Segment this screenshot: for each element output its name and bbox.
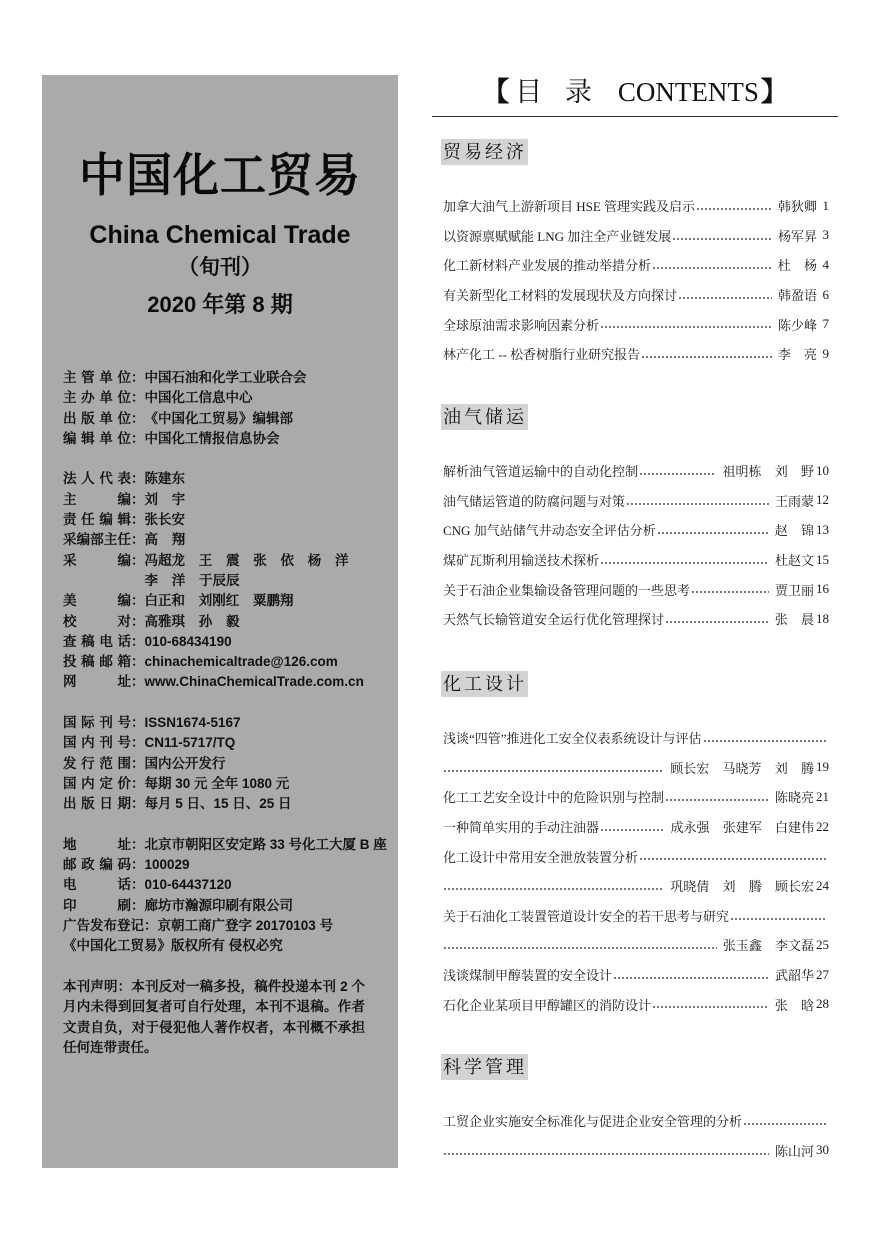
masthead-value: ISSN1674-5167 [144, 715, 241, 731]
masthead-value: 冯超龙 王 震 张 依 杨 洋 [144, 552, 349, 568]
label-colon: ： [131, 613, 145, 629]
entry-page: 22 [816, 818, 829, 834]
entry-title: 工贸企业实施安全标准化与促进企业安全管理的分析 [443, 1114, 743, 1130]
masthead-line [63, 409, 385, 429]
toc-section-science-management [443, 1054, 829, 1165]
masthead-line [63, 469, 385, 489]
masthead-staff [63, 469, 385, 692]
entry-title: 浅谈“四管”推进化工安全仪表系统设计与评估 [443, 731, 702, 747]
entry-page: 12 [816, 492, 829, 508]
masthead-value: 陈建东 [144, 471, 185, 487]
entry-title: 关于石油化工装置管道设计安全的若干思考与研究 [443, 908, 730, 924]
entry-authors: 杜赵文 [774, 553, 814, 569]
dot-leader [600, 309, 772, 339]
contents-header [432, 75, 838, 109]
masthead-line [63, 591, 385, 611]
toc-entry [443, 841, 829, 900]
entry-line [443, 930, 829, 960]
toc-entry [443, 309, 829, 339]
masthead-value: 中国石油和化学工业联合会 [144, 370, 307, 385]
dot-leader [672, 221, 772, 251]
masthead-value: chinachemicaltrade@126.com [144, 654, 338, 670]
label-colon: ： [131, 654, 145, 670]
label-colon: ： [131, 857, 145, 873]
ad-registration-value: 京朝工商广登字 20170103 号 [157, 918, 334, 934]
label-colon: ： [131, 755, 145, 771]
label-colon: ： [131, 735, 145, 751]
entry-list [443, 456, 829, 634]
masthead-label: 编 辑 单 位 [63, 430, 131, 446]
entry-authors: 武韶华 [774, 968, 814, 984]
masthead-value: 010-68434190 [144, 633, 232, 649]
entry-authors: 贾卫丽 [774, 582, 814, 598]
contents-title-cn: 目 录 [515, 77, 592, 107]
toc-entry [443, 604, 829, 634]
entry-page: 19 [816, 759, 829, 775]
masthead-line [63, 794, 385, 814]
entry-page: 9 [822, 345, 829, 361]
entry-page: 6 [822, 286, 829, 302]
masthead-line [63, 875, 385, 895]
masthead-line [63, 530, 385, 550]
entry-line [443, 841, 829, 871]
label-colon: ： [131, 471, 145, 487]
label-colon: ： [131, 796, 145, 812]
entry-authors: 祖明栋 刘 野 [722, 464, 814, 480]
entry-title: 化工设计中常用安全泄放装置分析 [443, 849, 639, 865]
masthead-line [63, 551, 385, 571]
section-heading: 科学管理 [441, 1054, 528, 1080]
entry-authors: 杜 杨 [777, 258, 817, 274]
dot-leader [600, 812, 664, 842]
toc-entry [443, 250, 829, 280]
entry-title: 关于石油企业集输设备管理问题的一些思考 [443, 582, 691, 598]
dot-leader [730, 901, 827, 931]
journal-statement: 本刊声明：本刊反对一稿多投，稿件投递本刊 2 个月内未得到回复者可自行处理，本刊不退稿。作者文责自负，对于侵犯他人著作权者，本刊概不承担任何连带责任。 [63, 978, 365, 1055]
section-heading: 化工设计 [441, 671, 528, 697]
entry-title: 加拿大油气上游新项目 HSE 管理实践及启示 [443, 199, 696, 215]
entry-page: 1 [822, 197, 829, 213]
label-colon: ： [131, 836, 145, 852]
entry-title: 化工新材料产业发展的推动举措分析 [443, 258, 652, 274]
entry-title: CNG 加气站储气井动态安全评估分析 [443, 523, 656, 539]
copyright-line: 《中国化工贸易》版权所有 侵权必究 [63, 938, 283, 954]
masthead-line [63, 652, 385, 672]
masthead-label: 责 任 编 辑 [63, 512, 131, 528]
masthead-line [63, 916, 385, 936]
masthead-line [63, 733, 385, 753]
masthead-line [63, 612, 385, 632]
label-colon: ： [131, 390, 145, 406]
dot-leader [703, 723, 827, 753]
toc-entry [443, 574, 829, 604]
toc-entry [443, 515, 829, 545]
masthead-value: 《中国化工贸易》编辑部 [144, 410, 293, 426]
label-colon: ： [131, 593, 145, 609]
entry-page: 13 [816, 521, 829, 537]
masthead-value: 张长安 [144, 512, 185, 528]
toc-entry [443, 960, 829, 990]
entry-authors: 赵 锦 [774, 523, 814, 539]
masthead-value: 国内公开发行 [144, 755, 226, 771]
dot-leader [652, 250, 772, 280]
entry-title: 一种简单实用的手动注油器 [443, 820, 600, 836]
masthead-value: 李 洋 于辰辰 [144, 572, 240, 588]
masthead-label: 印 刷 [63, 897, 131, 913]
journal-title-cn: 中国化工贸易 [79, 148, 361, 202]
masthead-value: 中国化工情报信息协会 [144, 430, 280, 446]
entry-page: 4 [822, 256, 829, 272]
masthead-label: 邮 政 编 码 [63, 857, 131, 873]
masthead-info [63, 368, 385, 1058]
toc-entry [443, 723, 829, 782]
entry-authors: 陈山河 [774, 1143, 814, 1159]
toc-entry [443, 545, 829, 575]
masthead-label: 校 对 [63, 613, 131, 629]
masthead-line [63, 388, 385, 408]
masthead-label: 主 办 单 位 [63, 390, 131, 406]
bracket-close: 】 [760, 77, 788, 107]
toc-entry [443, 456, 829, 486]
entry-page: 30 [816, 1142, 829, 1158]
masthead-line [63, 713, 385, 733]
masthead-value: 白正和 刘刚红 粟鹏翔 [144, 593, 294, 609]
masthead-label: 发 行 范 围 [63, 755, 131, 771]
dot-leader [639, 841, 827, 871]
dot-leader [657, 515, 769, 545]
masthead-value: 刘 宇 [144, 491, 186, 507]
entry-page: 28 [816, 996, 829, 1012]
label-colon: ： [131, 430, 145, 446]
masthead-value: 100029 [144, 857, 190, 873]
entry-line [443, 753, 829, 783]
entry-line [443, 723, 829, 753]
masthead-value: 北京市朝阳区安定路 33 号化工大厦 B 座 [144, 836, 387, 852]
header-divider [432, 116, 838, 117]
entry-page: 16 [816, 581, 829, 597]
masthead-line [63, 510, 385, 530]
entry-authors: 张 晨 [774, 612, 814, 628]
entry-title: 化工工艺安全设计中的危险识别与控制 [443, 790, 665, 806]
section-heading: 油气储运 [441, 404, 528, 430]
label-colon: ： [131, 532, 145, 548]
entry-title: 全球原油需求影响因素分析 [443, 317, 600, 333]
masthead-label: 采编部主任 [63, 532, 131, 548]
dot-leader [443, 930, 717, 960]
masthead-label: 投 稿 邮 箱 [63, 654, 131, 670]
entry-list [443, 723, 829, 1019]
masthead-publication [63, 713, 385, 814]
entry-title: 林产化工 -- 松香树脂行业研究报告 [443, 347, 641, 363]
masthead-line [63, 855, 385, 875]
dot-leader [613, 960, 769, 990]
dot-leader [639, 456, 716, 486]
toc-entry [443, 280, 829, 310]
contents-title-en: CONTENTS [617, 77, 759, 107]
issue-number: 2020 年第 8 期 [147, 292, 293, 317]
masthead-line [63, 896, 385, 916]
entry-list [443, 1106, 829, 1165]
masthead-label: 地 址 [63, 836, 131, 852]
dot-leader [696, 191, 772, 221]
entry-authors: 杨军昇 [777, 228, 817, 244]
toc-entry [443, 812, 829, 842]
masthead-line [63, 754, 385, 774]
dot-leader [691, 574, 769, 604]
entry-line [443, 1136, 829, 1166]
entry-page: 24 [816, 877, 829, 893]
masthead-label: 国 内 定 价 [63, 775, 131, 791]
masthead-value: 每月 5 日、15 日、25 日 [144, 796, 292, 812]
entry-title: 天然气长输管道安全运行优化管理探讨 [443, 612, 665, 628]
masthead-label: 主 编 [63, 491, 131, 507]
entry-title: 煤矿瓦斯利用输送技术探析 [443, 553, 600, 569]
masthead-panel [42, 75, 398, 1168]
entry-authors: 张 晗 [774, 997, 814, 1013]
entry-line [443, 901, 829, 931]
entry-authors: 陈晓亮 [774, 790, 814, 806]
masthead-line [63, 672, 385, 692]
entry-title: 浅谈煤制甲醇装置的安全设计 [443, 968, 613, 984]
masthead-line [63, 490, 385, 510]
dot-leader [665, 782, 769, 812]
masthead-label: 主 管 单 位 [63, 370, 131, 385]
toc-entry [443, 191, 829, 221]
masthead-label: 电 话 [63, 877, 131, 893]
entry-page: 18 [816, 610, 829, 626]
entry-authors: 巩晓倩 刘 腾 顾长宏 [670, 879, 814, 895]
dot-leader [443, 753, 664, 783]
toc-entry [443, 486, 829, 516]
masthead-value: 廊坊市瀚源印刷有限公司 [144, 897, 293, 913]
entry-title: 油气储运管道的防腐问题与对策 [443, 493, 626, 509]
masthead-label: 国 内 刊 号 [63, 735, 131, 751]
entry-authors: 成永强 张建军 白建伟 [670, 820, 814, 836]
label-colon: ： [131, 491, 145, 507]
entry-list [443, 191, 829, 369]
dot-leader [600, 545, 769, 575]
masthead-label: 出 版 单 位 [63, 410, 131, 426]
entry-authors: 韩盈语 [777, 288, 817, 304]
dot-leader [641, 339, 772, 369]
masthead-label: 网 址 [63, 674, 131, 690]
label-colon: ： [131, 410, 145, 426]
masthead-line [63, 429, 385, 449]
entry-page: 15 [816, 551, 829, 567]
masthead-value: 高雅琪 孙 毅 [144, 613, 240, 629]
entry-title: 有关新型化工材料的发展现状及方向探讨 [443, 288, 678, 304]
ad-registration-label: 广告发布登记 [63, 918, 144, 934]
masthead-value: 中国化工信息中心 [144, 390, 253, 406]
dot-leader [678, 280, 772, 310]
entry-authors: 李 亮 [777, 347, 817, 363]
entry-authors: 陈少峰 [777, 317, 817, 333]
masthead-label: 国 际 刊 号 [63, 715, 131, 731]
label-colon: ： [131, 775, 145, 791]
masthead-value: CN11-5717/TQ [144, 735, 236, 751]
entry-authors: 张玉鑫 李文磊 [722, 938, 814, 954]
label-colon: ： [131, 674, 145, 690]
toc-section-oil-gas-storage [443, 404, 829, 634]
dot-leader [665, 604, 769, 634]
label-colon: ： [131, 633, 145, 649]
masthead-line-continued [63, 571, 385, 591]
toc-entry [443, 989, 829, 1019]
masthead-line [63, 774, 385, 794]
entry-line [443, 1106, 829, 1136]
journal-title-en: China Chemical Trade [89, 221, 351, 249]
entry-page: 3 [822, 227, 829, 243]
toc-entry [443, 339, 829, 369]
dot-leader [626, 486, 769, 516]
entry-line [443, 871, 829, 901]
masthead-value: www.ChinaChemicalTrade.com.cn [144, 674, 364, 690]
masthead-value: 每期 30 元 全年 1080 元 [144, 775, 290, 791]
masthead-label: 查 稿 电 话 [63, 633, 131, 649]
masthead-sponsors [63, 368, 385, 449]
toc-entry [443, 901, 829, 960]
entry-title: 以资源禀赋赋能 LNG 加注全产业链发展 [443, 228, 672, 244]
dot-leader [443, 1136, 769, 1166]
entry-authors: 王雨蒙 [774, 493, 814, 509]
toc-entry [443, 1106, 829, 1165]
label-colon: ： [131, 715, 145, 731]
entry-authors: 韩狄卿 [777, 199, 817, 215]
dot-leader [743, 1106, 827, 1136]
label-colon: ： [144, 918, 158, 934]
label-colon: ： [131, 897, 145, 913]
label-colon: ： [131, 370, 145, 385]
toc-entry [443, 221, 829, 251]
entry-page: 21 [816, 788, 829, 804]
masthead-line [63, 368, 385, 388]
masthead-value: 高 翔 [144, 532, 186, 548]
entry-title: 解析油气管道运输中的自动化控制 [443, 464, 639, 480]
label-colon: ： [131, 877, 145, 893]
masthead-line [63, 835, 385, 855]
masthead-value: 010-64437120 [144, 877, 232, 893]
masthead-label: 采 编 [63, 552, 131, 568]
label-colon: ： [131, 512, 145, 528]
toc-section-chemical-design [443, 671, 829, 1019]
dot-leader [652, 989, 769, 1019]
entry-page: 10 [816, 462, 829, 478]
entry-page: 7 [822, 316, 829, 332]
entry-page: 25 [816, 936, 829, 952]
section-heading: 贸易经济 [441, 139, 528, 165]
masthead-contact [63, 835, 385, 957]
entry-title: 石化企业某项目甲醇罐区的消防设计 [443, 997, 652, 1013]
bracket-open: 【 [482, 77, 510, 107]
toc-entry [443, 782, 829, 812]
entry-authors: 顾长宏 马晓芳 刘 腾 [670, 760, 814, 776]
entry-page: 27 [816, 966, 829, 982]
dot-leader [443, 871, 664, 901]
masthead-line [63, 632, 385, 652]
masthead-label: 出 版 日 期 [63, 796, 131, 812]
journal-frequency: （旬刊） [178, 256, 262, 279]
masthead-label: 法 人 代 表 [63, 471, 131, 487]
label-colon: ： [131, 552, 145, 568]
toc-section-trade-economy [443, 139, 829, 369]
masthead-label: 美 编 [63, 593, 131, 609]
